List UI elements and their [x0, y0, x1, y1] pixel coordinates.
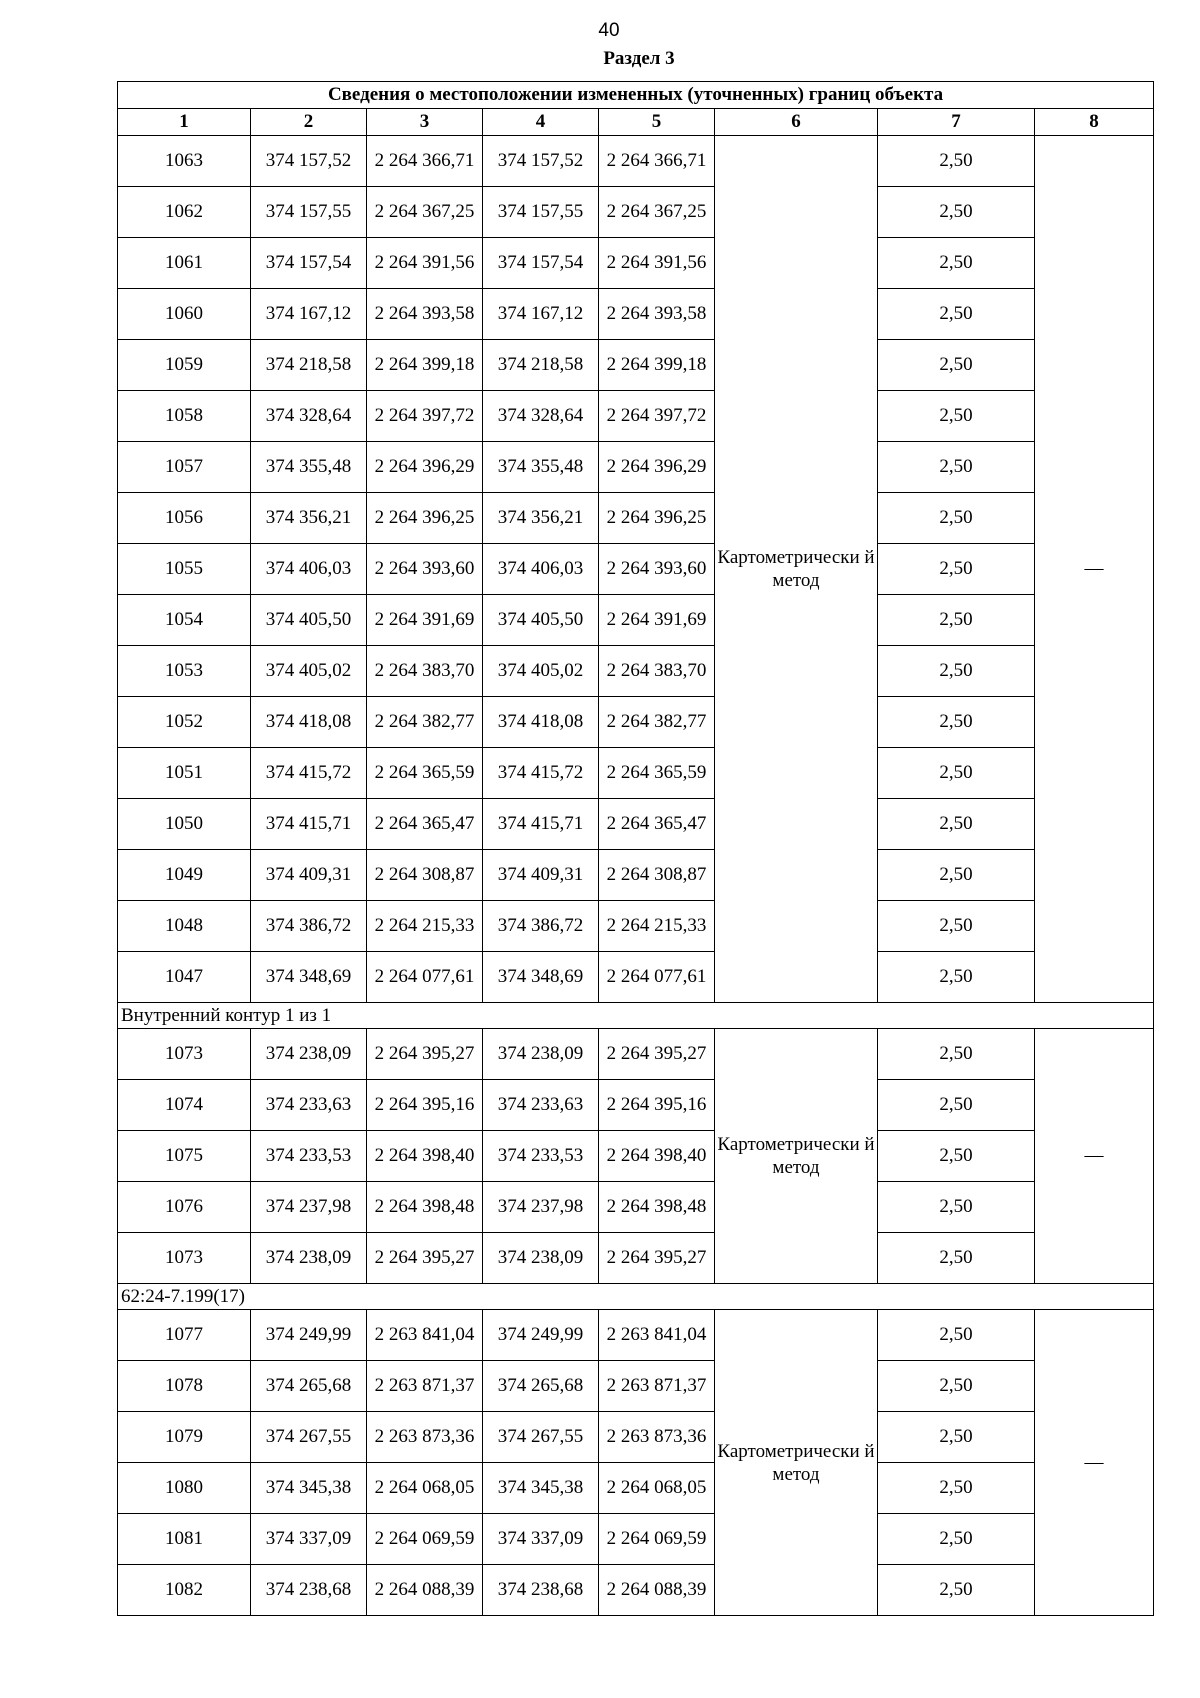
column-8-value: —: [1035, 136, 1154, 1003]
table-row: [118, 1361, 1154, 1412]
x-coordinate-new: 374 355,48: [483, 442, 599, 493]
table-row: [118, 1182, 1154, 1233]
accuracy-value: 2,50: [878, 952, 1035, 1003]
column-header-8: 8: [1035, 109, 1154, 136]
accuracy-value: 2,50: [878, 646, 1035, 697]
x-coordinate-existing: 374 167,12: [251, 289, 367, 340]
y-coordinate-existing: 2 264 365,59: [367, 748, 483, 799]
table-row: [118, 1310, 1154, 1361]
point-number: 1056: [118, 493, 251, 544]
accuracy-value: 2,50: [878, 136, 1035, 187]
contour-heading: 62:24-7.199(17): [118, 1284, 1154, 1310]
y-coordinate-existing: 2 264 365,47: [367, 799, 483, 850]
table-row: [118, 952, 1154, 1003]
x-coordinate-existing: 374 356,21: [251, 493, 367, 544]
x-coordinate-new: 374 415,72: [483, 748, 599, 799]
y-coordinate-new: 2 264 088,39: [599, 1565, 715, 1616]
x-coordinate-existing: 374 405,50: [251, 595, 367, 646]
y-coordinate-new: 2 264 069,59: [599, 1514, 715, 1565]
y-coordinate-existing: 2 264 088,39: [367, 1565, 483, 1616]
x-coordinate-new: 374 157,55: [483, 187, 599, 238]
table-title: Сведения о местоположении измененных (уточненных) границ объекта: [118, 82, 1154, 109]
x-coordinate-existing: 374 406,03: [251, 544, 367, 595]
table-row: [118, 442, 1154, 493]
coordinates-table: [117, 81, 1154, 1616]
column-header-2: 2: [251, 109, 367, 136]
x-coordinate-existing: 374 345,38: [251, 1463, 367, 1514]
point-number: 1081: [118, 1514, 251, 1565]
x-coordinate-new: 374 238,09: [483, 1233, 599, 1284]
accuracy-value: 2,50: [878, 1310, 1035, 1361]
x-coordinate-new: 374 406,03: [483, 544, 599, 595]
point-number: 1077: [118, 1310, 251, 1361]
point-number: 1050: [118, 799, 251, 850]
accuracy-value: 2,50: [878, 340, 1035, 391]
y-coordinate-existing: 2 264 068,05: [367, 1463, 483, 1514]
table-row: [118, 1029, 1154, 1080]
y-coordinate-new: 2 264 383,70: [599, 646, 715, 697]
x-coordinate-existing: 374 218,58: [251, 340, 367, 391]
table-row: [118, 901, 1154, 952]
x-coordinate-existing: 374 238,09: [251, 1029, 367, 1080]
y-coordinate-existing: 2 264 367,25: [367, 187, 483, 238]
table-row: [118, 1131, 1154, 1182]
y-coordinate-new: 2 264 393,60: [599, 544, 715, 595]
y-coordinate-existing: 2 264 395,27: [367, 1029, 483, 1080]
y-coordinate-new: 2 264 396,25: [599, 493, 715, 544]
column-header-1: 1: [118, 109, 251, 136]
point-number: 1053: [118, 646, 251, 697]
contour-heading-row: [118, 1003, 1154, 1029]
x-coordinate-new: 374 265,68: [483, 1361, 599, 1412]
table-row: [118, 1412, 1154, 1463]
point-number: 1078: [118, 1361, 251, 1412]
accuracy-value: 2,50: [878, 442, 1035, 493]
x-coordinate-existing: 374 418,08: [251, 697, 367, 748]
point-number: 1060: [118, 289, 251, 340]
x-coordinate-new: 374 405,50: [483, 595, 599, 646]
point-number: 1061: [118, 238, 251, 289]
y-coordinate-new: 2 264 366,71: [599, 136, 715, 187]
y-coordinate-existing: 2 264 383,70: [367, 646, 483, 697]
point-number: 1054: [118, 595, 251, 646]
x-coordinate-existing: 374 348,69: [251, 952, 367, 1003]
y-coordinate-existing: 2 264 391,56: [367, 238, 483, 289]
x-coordinate-existing: 374 265,68: [251, 1361, 367, 1412]
point-number: 1079: [118, 1412, 251, 1463]
y-coordinate-existing: 2 264 215,33: [367, 901, 483, 952]
y-coordinate-new: 2 264 397,72: [599, 391, 715, 442]
x-coordinate-existing: 374 237,98: [251, 1182, 367, 1233]
table-row: [118, 697, 1154, 748]
y-coordinate-new: 2 264 382,77: [599, 697, 715, 748]
accuracy-value: 2,50: [878, 238, 1035, 289]
table-row: [118, 544, 1154, 595]
x-coordinate-new: 374 386,72: [483, 901, 599, 952]
y-coordinate-new: 2 263 871,37: [599, 1361, 715, 1412]
accuracy-value: 2,50: [878, 595, 1035, 646]
x-coordinate-existing: 374 386,72: [251, 901, 367, 952]
table-row: [118, 1565, 1154, 1616]
y-coordinate-new: 2 264 395,16: [599, 1080, 715, 1131]
x-coordinate-new: 374 418,08: [483, 697, 599, 748]
column-header-7: 7: [878, 109, 1035, 136]
y-coordinate-new: 2 264 395,27: [599, 1029, 715, 1080]
x-coordinate-new: 374 167,12: [483, 289, 599, 340]
x-coordinate-existing: 374 157,52: [251, 136, 367, 187]
point-number: 1055: [118, 544, 251, 595]
y-coordinate-new: 2 264 398,40: [599, 1131, 715, 1182]
x-coordinate-new: 374 348,69: [483, 952, 599, 1003]
accuracy-value: 2,50: [878, 1514, 1035, 1565]
accuracy-value: 2,50: [878, 391, 1035, 442]
header-row: [118, 109, 1154, 136]
accuracy-value: 2,50: [878, 1361, 1035, 1412]
x-coordinate-existing: 374 328,64: [251, 391, 367, 442]
y-coordinate-new: 2 264 308,87: [599, 850, 715, 901]
y-coordinate-new: 2 264 367,25: [599, 187, 715, 238]
y-coordinate-new: 2 264 391,69: [599, 595, 715, 646]
x-coordinate-new: 374 157,54: [483, 238, 599, 289]
accuracy-value: 2,50: [878, 748, 1035, 799]
table-row: [118, 799, 1154, 850]
y-coordinate-existing: 2 264 398,48: [367, 1182, 483, 1233]
x-coordinate-new: 374 405,02: [483, 646, 599, 697]
x-coordinate-new: 374 249,99: [483, 1310, 599, 1361]
point-number: 1051: [118, 748, 251, 799]
accuracy-value: 2,50: [878, 1233, 1035, 1284]
y-coordinate-new: 2 263 873,36: [599, 1412, 715, 1463]
table-row: [118, 1463, 1154, 1514]
x-coordinate-existing: 374 157,54: [251, 238, 367, 289]
y-coordinate-existing: 2 263 871,37: [367, 1361, 483, 1412]
y-coordinate-existing: 2 264 395,27: [367, 1233, 483, 1284]
y-coordinate-new: 2 264 068,05: [599, 1463, 715, 1514]
x-coordinate-existing: 374 238,09: [251, 1233, 367, 1284]
y-coordinate-new: 2 264 391,56: [599, 238, 715, 289]
section-title: Раздел 3: [603, 48, 675, 69]
point-number: 1073: [118, 1029, 251, 1080]
point-number: 1074: [118, 1080, 251, 1131]
table-row: [118, 340, 1154, 391]
accuracy-value: 2,50: [878, 493, 1035, 544]
y-coordinate-new: 2 264 398,48: [599, 1182, 715, 1233]
y-coordinate-existing: 2 264 393,60: [367, 544, 483, 595]
x-coordinate-existing: 374 233,53: [251, 1131, 367, 1182]
y-coordinate-existing: 2 264 382,77: [367, 697, 483, 748]
table-row: [118, 646, 1154, 697]
table-row: [118, 748, 1154, 799]
table-row: [118, 1080, 1154, 1131]
x-coordinate-new: 374 267,55: [483, 1412, 599, 1463]
x-coordinate-new: 374 233,53: [483, 1131, 599, 1182]
x-coordinate-existing: 374 355,48: [251, 442, 367, 493]
point-number: 1058: [118, 391, 251, 442]
table-row: [118, 136, 1154, 187]
accuracy-value: 2,50: [878, 1080, 1035, 1131]
contour-heading: Внутренний контур 1 из 1: [118, 1003, 1154, 1029]
x-coordinate-new: 374 233,63: [483, 1080, 599, 1131]
table-row: [118, 1514, 1154, 1565]
page-number: 40: [598, 20, 620, 41]
y-coordinate-existing: 2 264 396,29: [367, 442, 483, 493]
y-coordinate-new: 2 264 077,61: [599, 952, 715, 1003]
determination-method: Картометрически й метод: [715, 136, 878, 1003]
point-number: 1076: [118, 1182, 251, 1233]
point-number: 1052: [118, 697, 251, 748]
x-coordinate-existing: 374 405,02: [251, 646, 367, 697]
y-coordinate-existing: 2 264 308,87: [367, 850, 483, 901]
y-coordinate-new: 2 264 215,33: [599, 901, 715, 952]
x-coordinate-existing: 374 157,55: [251, 187, 367, 238]
x-coordinate-new: 374 356,21: [483, 493, 599, 544]
x-coordinate-new: 374 328,64: [483, 391, 599, 442]
accuracy-value: 2,50: [878, 850, 1035, 901]
accuracy-value: 2,50: [878, 1182, 1035, 1233]
accuracy-value: 2,50: [878, 1463, 1035, 1514]
y-coordinate-existing: 2 264 395,16: [367, 1080, 483, 1131]
x-coordinate-new: 374 238,68: [483, 1565, 599, 1616]
x-coordinate-existing: 374 238,68: [251, 1565, 367, 1616]
contour-heading-row: [118, 1284, 1154, 1310]
determination-method: Картометрически й метод: [715, 1029, 878, 1284]
point-number: 1049: [118, 850, 251, 901]
column-header-4: 4: [483, 109, 599, 136]
accuracy-value: 2,50: [878, 697, 1035, 748]
x-coordinate-existing: 374 233,63: [251, 1080, 367, 1131]
accuracy-value: 2,50: [878, 799, 1035, 850]
y-coordinate-new: 2 264 393,58: [599, 289, 715, 340]
point-number: 1073: [118, 1233, 251, 1284]
determination-method: Картометрически й метод: [715, 1310, 878, 1616]
table-row: [118, 850, 1154, 901]
x-coordinate-existing: 374 267,55: [251, 1412, 367, 1463]
point-number: 1063: [118, 136, 251, 187]
y-coordinate-existing: 2 264 396,25: [367, 493, 483, 544]
y-coordinate-existing: 2 263 841,04: [367, 1310, 483, 1361]
y-coordinate-new: 2 264 395,27: [599, 1233, 715, 1284]
table-row: [118, 289, 1154, 340]
point-number: 1059: [118, 340, 251, 391]
accuracy-value: 2,50: [878, 1029, 1035, 1080]
column-header-6: 6: [715, 109, 878, 136]
accuracy-value: 2,50: [878, 187, 1035, 238]
x-coordinate-new: 374 237,98: [483, 1182, 599, 1233]
accuracy-value: 2,50: [878, 1131, 1035, 1182]
point-number: 1082: [118, 1565, 251, 1616]
x-coordinate-existing: 374 337,09: [251, 1514, 367, 1565]
x-coordinate-existing: 374 415,71: [251, 799, 367, 850]
point-number: 1062: [118, 187, 251, 238]
x-coordinate-new: 374 157,52: [483, 136, 599, 187]
table-row: [118, 238, 1154, 289]
x-coordinate-existing: 374 409,31: [251, 850, 367, 901]
x-coordinate-new: 374 409,31: [483, 850, 599, 901]
y-coordinate-existing: 2 264 069,59: [367, 1514, 483, 1565]
point-number: 1057: [118, 442, 251, 493]
accuracy-value: 2,50: [878, 1565, 1035, 1616]
x-coordinate-new: 374 337,09: [483, 1514, 599, 1565]
y-coordinate-existing: 2 264 391,69: [367, 595, 483, 646]
x-coordinate-existing: 374 249,99: [251, 1310, 367, 1361]
table-row: [118, 595, 1154, 646]
y-coordinate-new: 2 264 365,59: [599, 748, 715, 799]
column-8-value: —: [1035, 1310, 1154, 1616]
table-row: [118, 187, 1154, 238]
accuracy-value: 2,50: [878, 289, 1035, 340]
y-coordinate-existing: 2 264 366,71: [367, 136, 483, 187]
point-number: 1048: [118, 901, 251, 952]
y-coordinate-existing: 2 264 393,58: [367, 289, 483, 340]
column-8-value: —: [1035, 1029, 1154, 1284]
y-coordinate-new: 2 264 365,47: [599, 799, 715, 850]
column-header-5: 5: [599, 109, 715, 136]
y-coordinate-existing: 2 264 397,72: [367, 391, 483, 442]
x-coordinate-existing: 374 415,72: [251, 748, 367, 799]
table-row: [118, 391, 1154, 442]
accuracy-value: 2,50: [878, 1412, 1035, 1463]
table-row: [118, 493, 1154, 544]
y-coordinate-existing: 2 264 077,61: [367, 952, 483, 1003]
x-coordinate-new: 374 415,71: [483, 799, 599, 850]
x-coordinate-new: 374 238,09: [483, 1029, 599, 1080]
table-row: [118, 1233, 1154, 1284]
y-coordinate-new: 2 264 399,18: [599, 340, 715, 391]
column-header-3: 3: [367, 109, 483, 136]
y-coordinate-new: 2 263 841,04: [599, 1310, 715, 1361]
accuracy-value: 2,50: [878, 544, 1035, 595]
point-number: 1047: [118, 952, 251, 1003]
x-coordinate-new: 374 218,58: [483, 340, 599, 391]
point-number: 1080: [118, 1463, 251, 1514]
y-coordinate-existing: 2 264 398,40: [367, 1131, 483, 1182]
y-coordinate-existing: 2 263 873,36: [367, 1412, 483, 1463]
point-number: 1075: [118, 1131, 251, 1182]
y-coordinate-existing: 2 264 399,18: [367, 340, 483, 391]
accuracy-value: 2,50: [878, 901, 1035, 952]
y-coordinate-new: 2 264 396,29: [599, 442, 715, 493]
x-coordinate-new: 374 345,38: [483, 1463, 599, 1514]
